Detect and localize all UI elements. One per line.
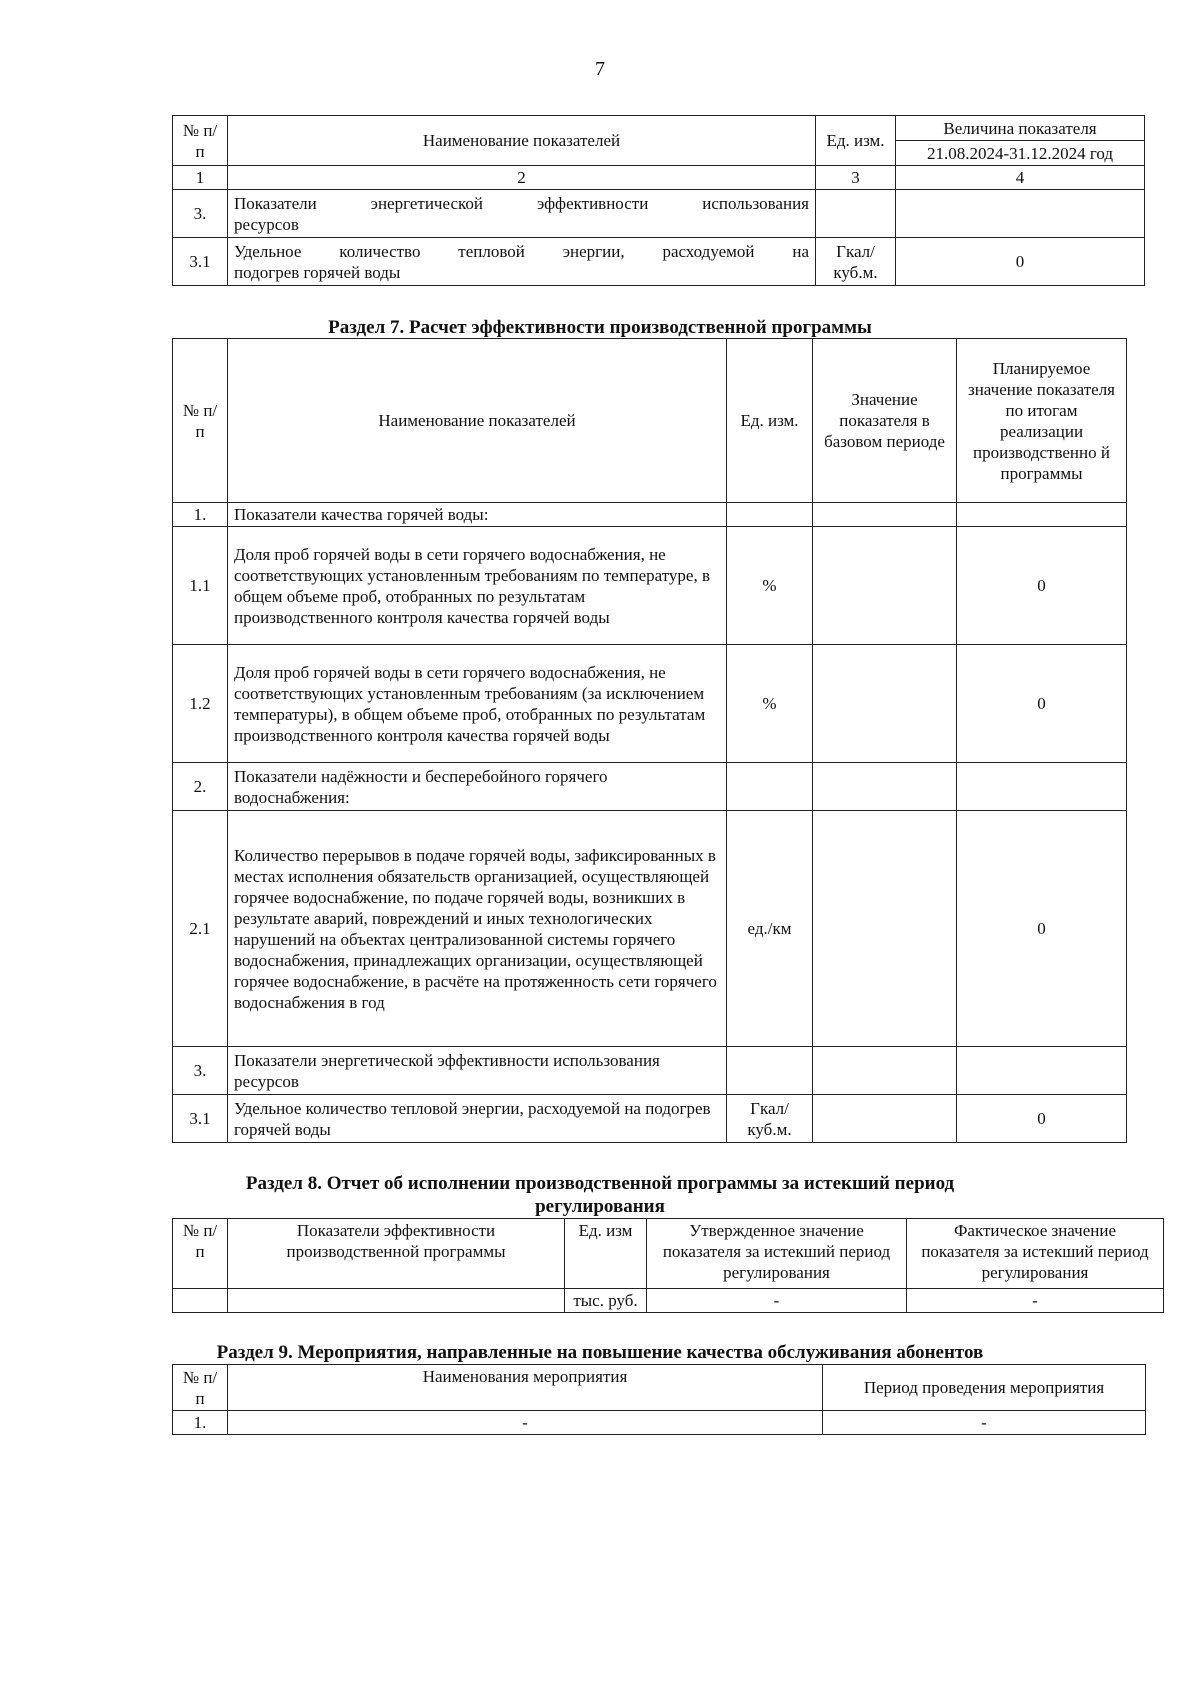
row-plan: 0	[957, 527, 1127, 645]
row-unit: %	[727, 527, 813, 645]
table-row	[173, 811, 1127, 1047]
row-name	[228, 238, 816, 286]
row-num: 1.	[173, 503, 228, 527]
row-name: Доля проб горячей воды в сети горячего водоснабжения, не соответствующих установленным требованиям по температуре, в общем объеме проб, отобранных по результатам производственного контроля качества горячей воды	[228, 527, 727, 645]
section8-title-line: Раздел 8. Отчет об исполнении производственной программы за истекший период	[245, 1173, 955, 1194]
section9-title: Раздел 9. Мероприятия, направленные на повышение качества обслуживания абонентов	[216, 1342, 984, 1363]
row-plan: 0	[957, 1095, 1127, 1143]
row-base	[813, 811, 957, 1047]
header-num: № п/п	[173, 116, 228, 166]
header-period: 21.08.2024-31.12.2024 год	[896, 141, 1145, 166]
header-plan: Планируемое значение показателя по итогам реализации производственно й программы	[957, 339, 1127, 503]
row-name: Показатели качества горячей воды:	[228, 503, 727, 527]
table-row	[173, 190, 1145, 238]
row-base	[813, 1047, 957, 1095]
row-num: 1.	[173, 1411, 228, 1435]
header-name: Наименования мероприятия	[228, 1365, 823, 1411]
row-plan: 0	[957, 811, 1127, 1047]
row-value	[896, 190, 1145, 238]
row-num: 1.2	[173, 645, 228, 763]
row-value: 0	[896, 238, 1145, 286]
table-row	[173, 763, 1127, 811]
header-name: Наименование показателей	[228, 339, 727, 503]
row-name: Доля проб горячей воды в сети горячего водоснабжения, не соответствующих установленным требованиям (за исключением температуры), в общем объеме проб, отобранных по результатам производственного контроля качества горячей воды	[228, 645, 727, 763]
section7-title: Раздел 7. Расчет эффективности производственной программы	[328, 317, 872, 338]
header-approved: Утвержденное значение показателя за истекший период регулирования	[647, 1219, 907, 1289]
header-value: Величина показателя	[896, 116, 1145, 141]
header-base: Значение показателя в базовом периоде	[813, 339, 957, 503]
row-name: Количество перерывов в подаче горячей воды, зафиксированных в местах исполнения обязательств организацией, осуществляющей горячее водоснабжение, по подаче горячей воды, возникших в результате аварий, повреждений и иных технологических нарушений на объектах централизованной системы горячего водоснабжения, принадлежащих организации, осуществляющей горячее водоснабжение, в расчёте на протяженность сети горячего водоснабжения в год	[228, 811, 727, 1047]
row-base	[813, 645, 957, 763]
colnum: 3	[816, 166, 896, 190]
row-base	[813, 1095, 957, 1143]
table-row	[173, 1411, 1146, 1435]
row-name: Показатели энергетической эффективности использования ресурсов	[228, 1047, 727, 1095]
header-unit: Ед. изм.	[816, 116, 896, 166]
section7-table	[172, 338, 1127, 1143]
header-num: № п/п	[173, 1365, 228, 1411]
colnum: 2	[228, 166, 816, 190]
row-num: 3.	[173, 1047, 228, 1095]
indicators-table	[172, 115, 1145, 286]
table-row	[173, 1289, 1164, 1313]
table-row	[173, 503, 1127, 527]
row-name: Показатели надёжности и бесперебойного горячего водоснабжения:	[228, 763, 727, 811]
section8-title	[0, 1172, 1200, 1218]
row-unit: %	[727, 645, 813, 763]
row-plan	[957, 1047, 1127, 1095]
table-row	[173, 1095, 1127, 1143]
table-row	[173, 645, 1127, 763]
row-num: 3.1	[173, 1095, 228, 1143]
section8-title-line: регулирования	[535, 1196, 665, 1217]
table-row	[173, 1047, 1127, 1095]
row-unit	[727, 763, 813, 811]
row-unit	[727, 1047, 813, 1095]
header-name: Показатели эффективности производственной программы	[228, 1219, 565, 1289]
row-base	[813, 503, 957, 527]
row-num	[173, 1289, 228, 1313]
row-num: 2.	[173, 763, 228, 811]
header-unit: Ед. изм	[565, 1219, 647, 1289]
row-unit	[727, 503, 813, 527]
row-plan	[957, 503, 1127, 527]
section8-table	[172, 1218, 1164, 1313]
page-number: 7	[595, 58, 605, 80]
row-name	[228, 1289, 565, 1313]
row-unit: Гкал/ куб.м.	[727, 1095, 813, 1143]
row-base	[813, 527, 957, 645]
header-num: № п/п	[173, 1219, 228, 1289]
row-unit: ед./км	[727, 811, 813, 1047]
row-base	[813, 763, 957, 811]
row-actual: -	[907, 1289, 1164, 1313]
row-num: 3.1	[173, 238, 228, 286]
row-name-line: ресурсов	[234, 214, 299, 234]
colnum: 4	[896, 166, 1145, 190]
row-plan	[957, 763, 1127, 811]
row-name: Удельное количество тепловой энергии, расходуемой на подогрев горячей воды	[228, 1095, 727, 1143]
header-name: Наименование показателей	[228, 116, 816, 166]
row-num: 2.1	[173, 811, 228, 1047]
row-name	[228, 190, 816, 238]
header-num: № п/п	[173, 339, 228, 503]
row-approved: -	[647, 1289, 907, 1313]
row-period: -	[823, 1411, 1146, 1435]
row-unit	[816, 190, 896, 238]
section9-table	[172, 1364, 1146, 1435]
table-row	[173, 527, 1127, 645]
row-name-line: Показатели энергетической эффективности использования	[234, 193, 809, 213]
row-num: 1.1	[173, 527, 228, 645]
row-unit: Гкал/куб.м.	[816, 238, 896, 286]
row-name-line: подогрев горячей воды	[234, 262, 401, 282]
row-unit: тыс. руб.	[565, 1289, 647, 1313]
row-plan: 0	[957, 645, 1127, 763]
header-period: Период проведения мероприятия	[823, 1365, 1146, 1411]
header-unit: Ед. изм.	[727, 339, 813, 503]
header-actual: Фактическое значение показателя за истекший период регулирования	[907, 1219, 1164, 1289]
row-name-line: Удельное количество тепловой энергии, расходуемой на	[234, 241, 809, 261]
table-row	[173, 238, 1145, 286]
row-num: 3.	[173, 190, 228, 238]
colnum: 1	[173, 166, 228, 190]
row-name: -	[228, 1411, 823, 1435]
